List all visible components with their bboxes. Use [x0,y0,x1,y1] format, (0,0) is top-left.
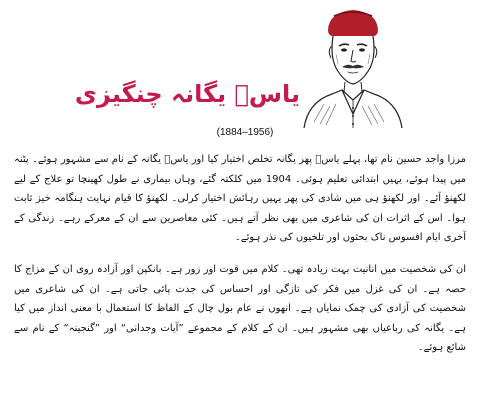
paragraph-gap [14,248,466,260]
fez-cap-shape [328,10,378,36]
biography-text [14,150,466,358]
life-dates: (1884–1956) [216,127,274,138]
paragraph-1: مرزا واجد حسین نام تھا، پہلے یاسؔ پھر یگانہ تخلص اختیار کیا اور یاسؔ یگانہ کے نام سے مشہور ہوئے۔ پٹنہ میں پیدا ہوئے، یہیں ابتدائی تعلیم ہوئی۔ 1904 میں کلکتہ گئے، وہاں بیماری نے طول کھینچا تو علاج کے لیے لکھنؤ آئے۔ اور لکھنؤ ہی میں شادی کی پھر یہیں رہائش اختیار کرلی۔ لکھنؤ کا قیام نہایت ہنگامہ خیز ثابت ہوا۔ اس کے اثرات ان کی شاعری میں بھی نظر آتے ہیں۔ کئی معاصرین سے ان کے معرکے رہے۔ زندگی کے آخری ایام افسوس ناک بحثوں اور تلخیوں کی نذر ہوئے۔ [14,154,466,244]
portrait-sketch-icon [298,4,408,132]
page-title: یاسؔ یگانہ چنگیزی [74,80,300,108]
paragraph-2: ان کی شخصیت میں انانیت بہت زیادہ تھی۔ کلام میں قوت اور زور ہے۔ بانکپن اور آزادہ روی ان کے مزاج کا حصہ ہے۔ ان کی غزل میں فکر کی تازگی اور احساس کی جدت پائی جاتی ہے۔ ان کی شاعری میں شخصیت کی آزادی کی چمک نمایاں ہے۔ انھوں نے عام بول چال کے الفاظ کا استعمال با معنی انداز میں کیا ہے۔ یگانہ کی رباعیاں بھی مشہور ہیں۔ ان کے کلام کے مجموعے ”آیات وجدانی“ اور ”گنجینہ“ کے نام سے شائع ہوئے۔ [14,263,466,354]
